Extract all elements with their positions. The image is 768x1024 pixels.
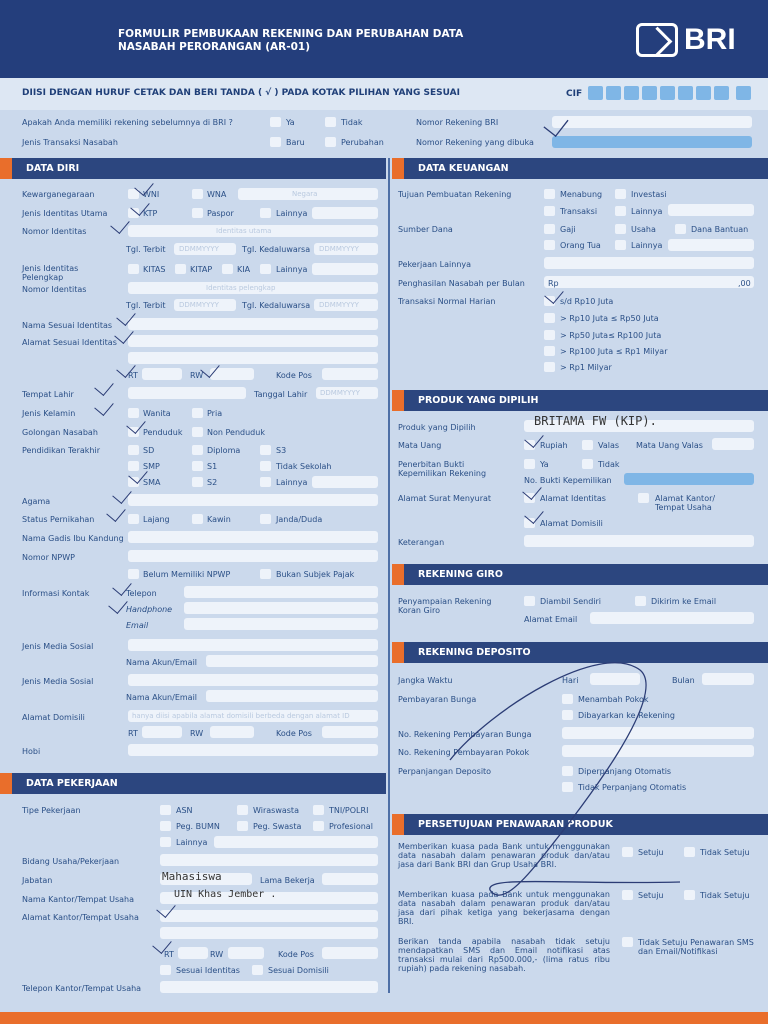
checkmark [543, 111, 568, 137]
checkbox-investasi[interactable] [615, 189, 626, 199]
label-sumber-dana: Sumber Dana [398, 225, 453, 234]
checkbox-wiraswasta[interactable] [237, 805, 248, 815]
cif-digit[interactable] [696, 86, 711, 100]
checkbox-lajang[interactable] [128, 514, 139, 524]
rw-input[interactable] [210, 368, 254, 380]
question-rekening: Apakah Anda memiliki rekening sebelumnya di BRI ? [22, 118, 233, 127]
agama-input[interactable] [128, 494, 378, 506]
checkbox-tidak[interactable] [325, 117, 336, 127]
nama-akun-input[interactable] [206, 690, 378, 702]
label-tni-polri: TNI/POLRI [329, 806, 369, 815]
label-profesional: Profesional [329, 822, 373, 831]
lainnya-input[interactable] [668, 204, 754, 216]
checkbox-profesional[interactable] [313, 821, 324, 831]
label-media-sosial: Jenis Media Sosial [22, 642, 94, 651]
penghasilan-input[interactable] [544, 276, 754, 288]
checkbox-t4[interactable] [544, 346, 555, 356]
label-t5: > Rp1 Milyar [560, 363, 612, 372]
rw-input[interactable] [210, 726, 254, 738]
no-bukti-input[interactable] [624, 473, 754, 485]
section-data-pekerjaan: DATA PEKERJAAN [0, 773, 386, 794]
cif-digit[interactable] [588, 86, 603, 100]
label-keterangan: Keterangan [398, 538, 445, 547]
label-wna: WNA [207, 190, 227, 199]
label-rupiah: Rupiah [540, 441, 568, 450]
checkbox-lainnya[interactable] [160, 837, 171, 847]
label-ya: Ya [540, 460, 549, 469]
label-alamat: Alamat Sesuai Identitas [22, 338, 117, 347]
label-jenis-pelengkap: Jenis Identitas Pelengkap [22, 264, 79, 282]
label-orang-tua: Orang Tua [560, 241, 601, 250]
label-alamat-surat: Alamat Surat Menyurat [398, 494, 492, 503]
label-nama-kantor: Nama Kantor/Tempat Usaha [22, 895, 135, 904]
label-gaji: Gaji [560, 225, 576, 234]
label-tgl-kedaluwarsa: Tgl. Kedaluwarsa [242, 245, 311, 254]
label-t4: > Rp100 Juta ≤ Rp1 Milyar [560, 347, 668, 356]
bulan-input[interactable] [702, 673, 754, 685]
label-s2: S2 [207, 478, 218, 487]
label-alamat-identitas: Alamat Identitas [540, 494, 606, 503]
label-sesuai-identitas: Sesuai Identitas [176, 966, 240, 975]
bri-logo-icon [636, 23, 678, 57]
label-nama-akun: Nama Akun/Email [126, 693, 198, 702]
label-menabung: Menabung [560, 190, 603, 199]
checkbox-gaji[interactable] [544, 224, 555, 234]
checkbox-usaha[interactable] [615, 224, 626, 234]
label-alamat-domisili: Alamat Domisili [540, 519, 603, 528]
label-rw: RW [190, 729, 204, 738]
label-nama-akun: Nama Akun/Email [126, 658, 198, 667]
label-rt: RT [128, 729, 138, 738]
label-nomor-identitas: Nomor Identitas [22, 285, 87, 294]
label-telepon-kantor: Telepon Kantor/Tempat Usaha [22, 984, 142, 993]
label-pendidikan: Pendidikan Terakhir [22, 446, 100, 455]
checkbox-swasta[interactable] [237, 821, 248, 831]
placeholder-date: DDMMYYYY [319, 245, 359, 253]
pekerjaan-lainnya-input[interactable] [544, 257, 754, 269]
label-lainnya: Lainnya [631, 207, 663, 216]
label-nomor-rekening: Nomor Rekening BRI [416, 118, 499, 127]
telepon-input[interactable] [184, 586, 378, 598]
label-bukan-pajak: Bukan Subjek Pajak [276, 570, 355, 579]
label-janda: Janda/Duda [276, 515, 323, 524]
label-lainnya: Lainnya [176, 838, 208, 847]
label-kode-pos: Kode Pos [276, 371, 312, 380]
lainnya-input[interactable] [312, 207, 378, 219]
label-asn: ASN [176, 806, 193, 815]
rekening-dibuka-input[interactable] [552, 136, 752, 148]
label-kia: KIA [237, 265, 251, 274]
label-s3: S3 [276, 446, 287, 455]
label-lainnya: Lainnya [631, 241, 663, 250]
label-non-penduduk: Non Penduduk [207, 428, 265, 437]
label-tidak-sekolah: Tidak Sekolah [276, 462, 332, 471]
checkbox-s1[interactable] [192, 461, 203, 471]
label-kode-pos: Kode Pos [276, 729, 312, 738]
label-transaksi-harian: Transaksi Normal Harian [398, 297, 496, 306]
checkbox-kawin[interactable] [192, 514, 203, 524]
lainnya-input[interactable] [214, 836, 378, 848]
checkbox-ya[interactable] [524, 459, 535, 469]
nama-akun-input[interactable] [206, 655, 378, 667]
label-ibu-kandung: Nama Gadis Ibu Kandung [22, 534, 124, 543]
label-media-sosial: Jenis Media Sosial [22, 677, 94, 686]
placeholder-negara: Negara [292, 190, 318, 198]
label-rw: RW [210, 950, 224, 959]
section-giro: REKENING GIRO [392, 564, 768, 585]
alamat-email-input[interactable] [590, 612, 754, 624]
section-data-diri: DATA DIRI [0, 158, 386, 179]
label-diperpanjang: Diperpanjang Otomatis [578, 767, 672, 776]
instruction-text: DIISI DENGAN HURUF CETAK DAN BERI TANDA ( √ ) PADA KOTAK PILIHAN YANG SESUAI [22, 88, 460, 98]
kode-pos-input[interactable] [322, 947, 378, 959]
mata-uang-valas-input[interactable] [712, 438, 754, 450]
label-tgl-kedaluwarsa: Tgl. Kedaluwarsa [242, 301, 311, 310]
label-kawin: Kawin [207, 515, 231, 524]
label-diambil: Diambil Sendiri [540, 597, 602, 606]
label-agama: Agama [22, 497, 51, 506]
label-lainnya: Lainnya [276, 265, 308, 274]
label-lainnya: Lainnya [276, 209, 308, 218]
label-dibayarkan: Dibayarkan ke Rekening [578, 711, 675, 720]
label-kitap: KITAP [190, 265, 213, 274]
label-paspor: Paspor [207, 209, 234, 218]
rt-input[interactable] [178, 947, 208, 959]
persetujuan-text-3: Berikan tanda apabila nasabah tidak setuju mendapatkan SMS dan Email notifikasi atas transaksi mulai dari Rp500.000,- (lima ratus ribu rupiah) pada rekening nasabah. [398, 937, 610, 973]
footer-strip [0, 1012, 768, 1024]
label-sd: SD [143, 446, 155, 455]
label-pekerjaan-lainnya: Pekerjaan Lainnya [398, 260, 472, 269]
checkbox-diploma[interactable] [192, 445, 203, 455]
label-penduduk: Penduduk [143, 428, 183, 437]
label-mata-uang: Mata Uang [398, 441, 442, 450]
label-rekening-dibuka: Nomor Rekening yang dibuka [416, 138, 534, 147]
label-jenis-transaksi: Jenis Transaksi Nasabah [22, 138, 118, 147]
label-tidak-perpanjang: Tidak Perpanjang Otomatis [578, 783, 687, 792]
label-bidang-usaha: Bidang Usaha/Pekerjaan [22, 857, 120, 866]
cif-digit[interactable] [642, 86, 657, 100]
checkbox-tidak-sekolah[interactable] [260, 461, 271, 471]
placeholder-date: DDMMYYYY [320, 389, 360, 397]
label-tidak-sms: Tidak Setuju Penawaran SMS dan Email/Notifikasi [638, 938, 754, 956]
cif-digit[interactable] [714, 86, 729, 100]
produk-value: BRITAMA FW (KIP). [534, 414, 657, 428]
label-dana-bantuan: Dana Bantuan [691, 225, 749, 234]
nama-kantor-value: UIN Khas Jember . [174, 889, 277, 900]
alamat-kantor-input-2[interactable] [160, 927, 378, 939]
label-tidak-setuju: Tidak Setuju [700, 848, 750, 857]
cif-digit[interactable] [678, 86, 693, 100]
bidang-usaha-input[interactable] [160, 854, 378, 866]
placeholder-date: DDMMYYYY [179, 301, 219, 309]
alamat-kantor-input[interactable] [160, 910, 378, 922]
label-investasi: Investasi [631, 190, 667, 199]
label-jabatan: Jabatan [22, 876, 53, 885]
npwp-input[interactable] [128, 550, 378, 562]
label-wanita: Wanita [143, 409, 171, 418]
checkbox-kitap[interactable] [175, 264, 186, 274]
label-tgl-terbit: Tgl. Terbit [126, 245, 166, 254]
checkmark [110, 214, 129, 234]
cif-label: CIF [566, 89, 583, 99]
checkbox-tidak[interactable] [582, 459, 593, 469]
email-input[interactable] [184, 618, 378, 630]
label-lajang: Lajang [143, 515, 170, 524]
label-swasta: Peg. Swasta [253, 822, 302, 831]
label-no-rek-pokok: No. Rekening Pembayaran Pokok [398, 748, 530, 757]
telepon-kantor-input[interactable] [160, 981, 378, 993]
label-s1: S1 [207, 462, 218, 471]
checkbox-t5[interactable] [544, 362, 555, 372]
label-informasi-kontak: Informasi Kontak [22, 589, 90, 598]
label-npwp: Nomor NPWP [22, 553, 75, 562]
label-nomor-identitas: Nomor Identitas [22, 227, 87, 236]
checkbox-janda[interactable] [260, 514, 271, 524]
section-produk: PRODUK YANG DIPILIH [392, 390, 768, 411]
label-email: Email [126, 621, 149, 630]
label-rt: RT [164, 950, 174, 959]
rt-input[interactable] [142, 368, 182, 380]
kode-pos-input[interactable] [322, 726, 378, 738]
lainnya-input[interactable] [312, 263, 378, 275]
checkbox-dana-bantuan[interactable] [675, 224, 686, 234]
label-lainnya: Lainnya [276, 478, 308, 487]
label-jangka-waktu: Jangka Waktu [398, 676, 453, 685]
label-t3: > Rp50 Juta≤ Rp100 Juta [560, 331, 662, 340]
rt-input[interactable] [142, 726, 182, 738]
checkbox-perubahan[interactable] [325, 137, 336, 147]
checkbox-baru[interactable] [270, 137, 281, 147]
label-sesuai-domisili: Sesuai Domisili [268, 966, 329, 975]
label-bumn: Peg. BUMN [176, 822, 220, 831]
checkbox-lainnya[interactable] [260, 264, 271, 274]
label-alamat-kantor: Alamat Kantor/Tempat Usaha [22, 913, 139, 922]
checkmark [108, 594, 127, 614]
label-t2: > Rp10 Juta ≤ Rp50 Juta [560, 314, 659, 323]
label-tidak-setuju: Tidak Setuju [700, 891, 750, 900]
label-jenis-identitas: Jenis Identitas Utama [22, 209, 108, 218]
label-sen: ,00 [738, 279, 751, 288]
checkbox-lainnya[interactable] [260, 477, 271, 487]
checkbox-lainnya[interactable] [615, 240, 626, 250]
checkbox-wna[interactable] [192, 189, 203, 199]
checkbox-s2[interactable] [192, 477, 203, 487]
label-sma: SMA [143, 478, 161, 487]
checkbox-transaksi[interactable] [544, 206, 555, 216]
label-alamat-kantor: Alamat Kantor/ Tempat Usaha [655, 494, 716, 512]
form-title: FORMULIR PEMBUKAAN REKENING DAN PERUBAHAN DATA NASABAH PERORANGAN (AR-01) [118, 28, 464, 53]
label-telepon: Telepon [126, 589, 157, 598]
label-perpanjangan: Perpanjangan Deposito [398, 767, 492, 776]
lainnya-input[interactable] [668, 239, 754, 251]
label-rw: RW [190, 371, 204, 380]
label-alamat-email: Alamat Email [524, 615, 578, 624]
label-golongan: Golongan Nasabah [22, 428, 98, 437]
label-baru: Baru [286, 138, 305, 147]
placeholder-domisili: hanya diisi apabila alamat domisili berbeda dengan alamat ID [132, 712, 350, 720]
label-transaksi: Transaksi [560, 207, 598, 216]
label-bukti: Penerbitan Bukti Kepemilikan Rekening [398, 460, 487, 478]
label-kitas: KITAS [143, 265, 166, 274]
kode-pos-input[interactable] [322, 368, 378, 380]
label-no-rek-bunga: No. Rekening Pembayaran Bunga [398, 730, 532, 739]
label-tipe-pekerjaan: Tipe Pekerjaan [22, 806, 81, 815]
section-persetujuan: PERSETUJUAN PENAWARAN PRODUK [392, 814, 768, 835]
checkbox-dikirim[interactable] [635, 596, 646, 606]
label-jenis-kelamin: Jenis Kelamin [22, 409, 76, 418]
label-wni: WNI [143, 190, 160, 199]
label-produk: Produk yang Dipilih [398, 423, 476, 432]
label-hari: Hari [562, 676, 579, 685]
label-belum-npwp: Belum Memiliki NPWP [143, 570, 231, 579]
checkbox-t2[interactable] [544, 313, 555, 323]
label-t1: s/d Rp10 Juta [560, 297, 614, 306]
label-tempat-lahir: Tempat Lahir [22, 390, 74, 399]
alamat-input[interactable] [128, 335, 378, 347]
label-pembayaran-bunga: Pembayaran Bunga [398, 695, 477, 704]
checkbox-orang-tua[interactable] [544, 240, 555, 250]
checkbox-valas[interactable] [582, 440, 593, 450]
checkbox-s3[interactable] [260, 445, 271, 455]
label-perubahan: Perubahan [341, 138, 384, 147]
label-dikirim: Dikirim ke Email [651, 597, 717, 606]
checkbox-kitas[interactable] [128, 264, 139, 274]
checkmark [106, 502, 125, 522]
placeholder-identitas-utama: Identitas utama [216, 227, 272, 235]
section-deposito: REKENING DEPOSITO [392, 642, 768, 663]
checkbox-tni[interactable] [313, 805, 324, 815]
checkbox-ya[interactable] [270, 117, 281, 127]
checkbox-t3[interactable] [544, 330, 555, 340]
label-hobi: Hobi [22, 747, 41, 756]
persetujuan-text-2: Memberikan kuasa pada Bank untuk menggunakan data nasabah dalam penawaran produk dan/atau jasa dari pihak ketiga yang bekerjasama dengan BRI. [398, 890, 610, 926]
checkbox-sd[interactable] [128, 445, 139, 455]
jabatan-value: Mahasiswa [162, 870, 222, 883]
tempat-lahir-input[interactable] [128, 387, 246, 399]
label-smp: SMP [143, 462, 160, 471]
label-diploma: Diploma [207, 446, 241, 455]
nomor-rekening-input[interactable] [552, 116, 752, 128]
label-rt: RT [128, 371, 138, 380]
checkmark [94, 396, 113, 416]
label-alamat-domisili: Alamat Domisili [22, 713, 85, 722]
checkbox-non-penduduk[interactable] [192, 427, 203, 437]
label-kewarganegaraan: Kewarganegaraan [22, 190, 95, 199]
rw-input[interactable] [228, 947, 264, 959]
checkbox-diambil[interactable] [524, 596, 535, 606]
label-valas: Valas [598, 441, 620, 450]
checkbox-sesuai-domisili[interactable] [252, 965, 263, 975]
label-mata-uang-valas: Mata Uang Valas [636, 441, 703, 450]
media-sosial-input[interactable] [128, 674, 378, 686]
media-sosial-input[interactable] [128, 639, 378, 651]
alamat-input-2[interactable] [128, 352, 378, 364]
label-rp: Rp [548, 279, 559, 288]
label-bulan: Bulan [672, 676, 695, 685]
checkbox-menabung[interactable] [544, 189, 555, 199]
lainnya-input[interactable] [312, 476, 378, 488]
checkbox-lainnya[interactable] [260, 208, 271, 218]
persetujuan-text-1: Memberikan kuasa pada Bank untuk menggunakan data nasabah dalam penawaran produk dan/atau jasa dari Bank BRI dan Grup Usaha BRI. [398, 842, 610, 869]
checkbox-lainnya[interactable] [615, 206, 626, 216]
label-penghasilan: Penghasilan Nasabah per Bulan [398, 279, 525, 288]
label-ktp: KTP [143, 209, 158, 218]
cif-digit[interactable] [660, 86, 675, 100]
checkbox-sesuai-identitas[interactable] [160, 965, 171, 975]
label-tidak: Tidak [598, 460, 620, 469]
label-handphone: Handphone [126, 605, 173, 614]
keterangan-input[interactable] [524, 535, 754, 547]
placeholder-date: DDMMYYYY [319, 301, 359, 309]
label-usaha: Usaha [631, 225, 656, 234]
section-data-keuangan: DATA KEUANGAN [392, 158, 768, 179]
checkbox-belum-npwp[interactable] [128, 569, 139, 579]
label-wiraswasta: Wiraswasta [253, 806, 299, 815]
placeholder-date: DDMMYYYY [179, 245, 219, 253]
checkbox-paspor[interactable] [192, 208, 203, 218]
label-nama: Nama Sesuai Identitas [22, 321, 113, 330]
cross-out-stroke [430, 650, 690, 910]
cif-digit[interactable] [624, 86, 639, 100]
ibu-kandung-input[interactable] [128, 531, 378, 543]
checkbox-asn[interactable] [160, 805, 171, 815]
label-tanggal-lahir: Tanggal Lahir [254, 390, 308, 399]
checkbox-alamat-kantor[interactable] [638, 493, 649, 503]
hobi-input[interactable] [128, 744, 378, 756]
checkbox-bumn[interactable] [160, 821, 171, 831]
checkbox-kia[interactable] [222, 264, 233, 274]
cif-digit[interactable] [606, 86, 621, 100]
label-tujuan: Tujuan Pembuatan Rekening [398, 190, 512, 199]
handphone-input[interactable] [184, 602, 378, 614]
label-tidak: Tidak [341, 118, 363, 127]
label-lama-bekerja: Lama Bekerja [260, 876, 315, 885]
label-no-bukti: No. Bukti Kepemilikan [524, 476, 612, 485]
label-setuju: Setuju [638, 848, 664, 857]
checkbox-tidak-sms[interactable] [622, 937, 633, 947]
label-setuju: Setuju [638, 891, 664, 900]
label-ya: Ya [286, 118, 295, 127]
label-tgl-terbit: Tgl. Terbit [126, 301, 166, 310]
placeholder-identitas-pelengkap: Identitas pelengkap [206, 284, 276, 292]
label-penyampaian: Penyampaian Rekening Koran Giro [398, 597, 492, 615]
lama-bekerja-input[interactable] [322, 873, 378, 885]
checkbox-bukan-pajak[interactable] [260, 569, 271, 579]
column-divider [388, 158, 390, 993]
checkbox-pria[interactable] [192, 408, 203, 418]
nama-input[interactable] [128, 318, 378, 330]
bri-logo: BRI [636, 22, 736, 58]
header-bar [0, 0, 768, 78]
label-menambah-pokok: Menambah Pokok [578, 695, 649, 704]
checkmark [94, 376, 113, 396]
label-status: Status Pernikahan [22, 515, 95, 524]
label-pria: Pria [207, 409, 223, 418]
label-kode-pos: Kode Pos [278, 950, 314, 959]
cif-digit[interactable] [736, 86, 751, 100]
